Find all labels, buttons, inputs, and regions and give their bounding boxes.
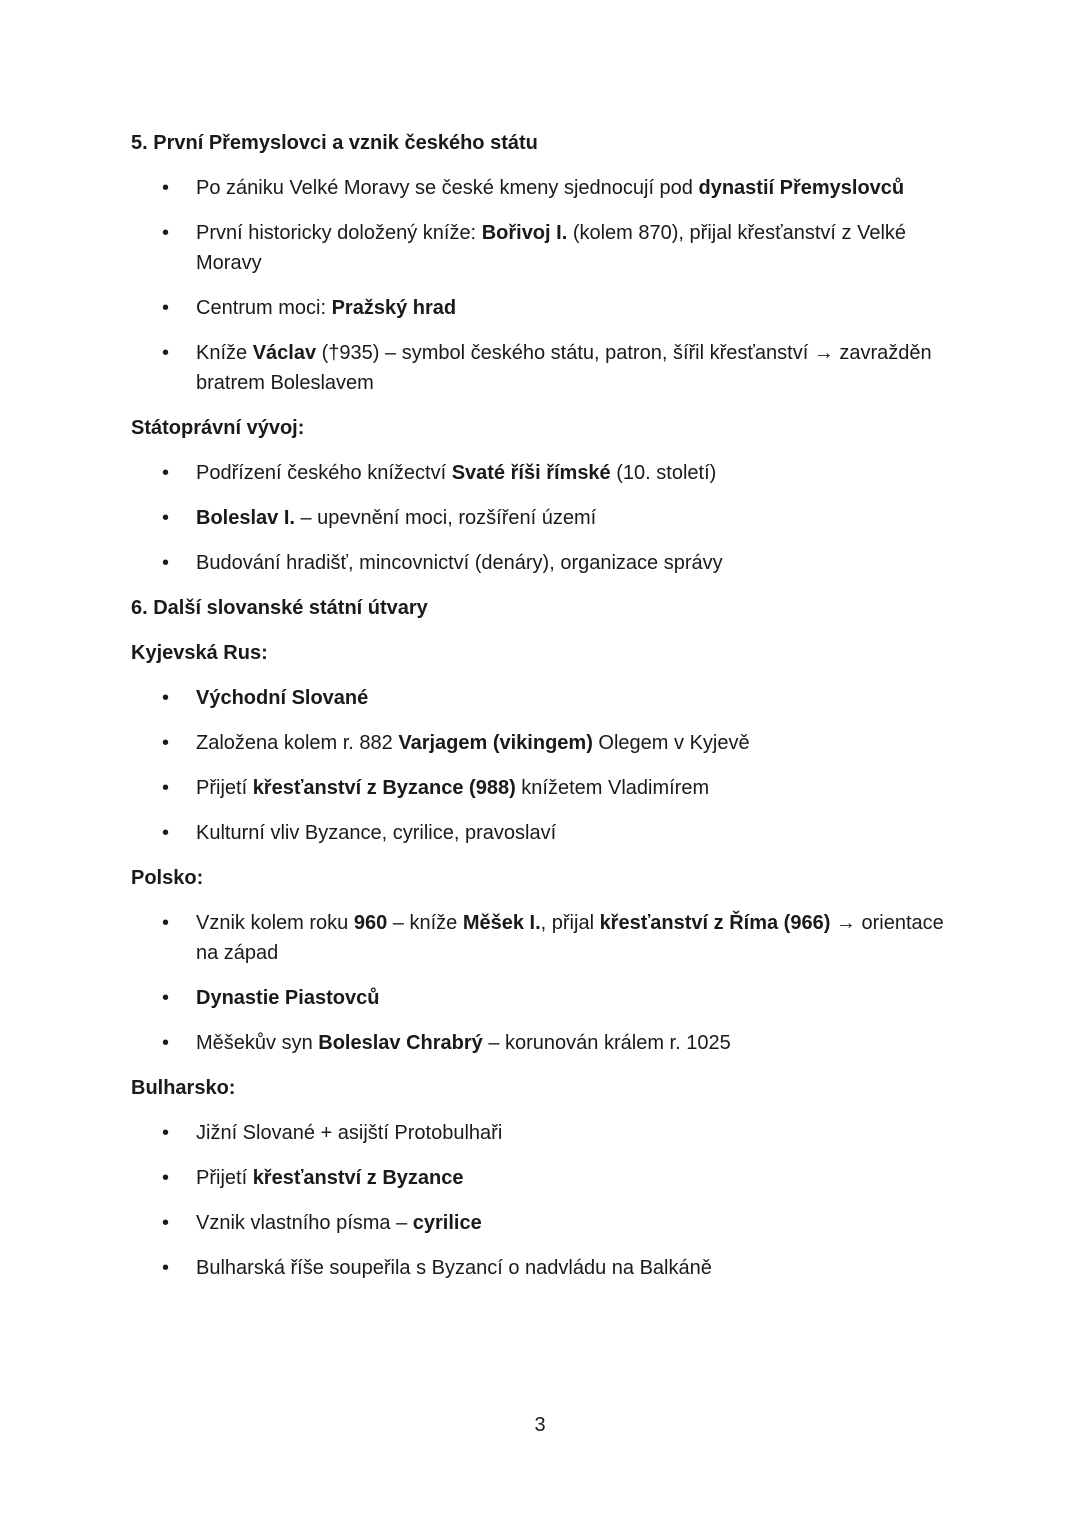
list-item (131, 1253, 971, 1283)
section-heading: Státoprávní vývoj: (131, 417, 305, 439)
text-segment: Vznik vlastního písma – (196, 1212, 413, 1234)
text-segment: Po zániku Velké Moravy se české kmeny sjednocují pod (196, 177, 699, 199)
bullet-list (131, 683, 971, 848)
bullet-list (131, 1118, 971, 1283)
text-segment: – kníže (387, 912, 463, 934)
bold-text: 960 (353, 912, 388, 934)
text-segment: Budování hradišť, mincovnictví (denáry), organizace správy (196, 552, 723, 574)
section-heading: Polsko: (131, 867, 204, 889)
bullet-list (131, 908, 971, 1058)
section-heading: Bulharsko: (131, 1077, 236, 1099)
text-segment: Jižní Slované + asijští Protobulhaři (196, 1122, 503, 1144)
section-heading: 5. První Přemyslovci a vznik českého státu (131, 132, 538, 154)
bold-text: dynastií Přemyslovců (698, 177, 905, 199)
bullet-list (131, 173, 971, 398)
list-item (131, 1163, 971, 1193)
list-item (131, 818, 971, 848)
list-item (131, 1208, 971, 1238)
section-heading: Kyjevská Rus: (131, 642, 268, 664)
bold-text: Boleslav I. (196, 507, 295, 529)
bold-text: cyrilice (412, 1212, 482, 1234)
text-segment: Centrum moci: (196, 297, 332, 319)
text-segment: (kolem 870), přijal křesťanství z Velké Moravy (196, 222, 907, 274)
bold-text: Východní Slované (196, 687, 369, 709)
text-segment: Kulturní vliv Byzance, cyrilice, pravoslaví (196, 822, 557, 844)
bold-text: křesťanství z Byzance (252, 1167, 464, 1189)
bold-text: Svaté říši římské (451, 462, 611, 484)
text-segment: → orientace na západ (196, 912, 944, 964)
bullet-list (131, 458, 971, 578)
bold-text: Boleslav Chrabrý (318, 1032, 483, 1054)
list-item (131, 293, 971, 323)
text-segment: (10. století) (610, 462, 717, 484)
list-item (131, 458, 971, 488)
list-item (131, 908, 971, 968)
bold-text: Varjagem (vikingem) (398, 732, 593, 754)
list-item (131, 1028, 971, 1058)
list-item (131, 503, 971, 533)
text-segment: , přijal (540, 912, 600, 934)
bold-text: Měšek I. (462, 912, 541, 934)
bold-text: Dynastie Piastovců (196, 987, 380, 1009)
text-segment: Bulharská říše soupeřila s Byzancí o nadvládu na Balkáně (196, 1257, 712, 1279)
text-segment: Založena kolem r. 882 (196, 732, 399, 754)
text-segment: – upevnění moci, rozšíření území (294, 507, 597, 529)
list-item (131, 1118, 971, 1148)
text-segment: Přijetí (196, 1167, 253, 1189)
text-segment: Kníže (196, 342, 253, 364)
list-item (131, 173, 971, 203)
text-segment: Přijetí (196, 777, 253, 799)
text-segment: – korunován králem r. 1025 (482, 1032, 731, 1054)
list-item (131, 548, 971, 578)
bold-text: Pražský hrad (331, 297, 457, 319)
text-segment: (†935) – symbol českého státu, patron, šířil křesťanství → zavražděn bratrem Boleslavem (196, 342, 932, 394)
list-item (131, 773, 971, 803)
list-item (131, 983, 971, 1013)
text-segment: Měšekův syn (196, 1032, 319, 1054)
text-segment: Vznik kolem roku (196, 912, 354, 934)
text-segment: Olegem v Kyjevě (592, 732, 750, 754)
list-item (131, 728, 971, 758)
list-item (131, 218, 971, 278)
bold-text: křesťanství z Byzance (988) (252, 777, 516, 799)
page-number: 3 (534, 1414, 546, 1436)
document-page (131, 128, 971, 1298)
list-item (131, 338, 971, 398)
list-item (131, 683, 971, 713)
text-segment: První historicky doložený kníže: (196, 222, 482, 244)
bold-text: Václav (252, 342, 317, 364)
bold-text: Bořivoj I. (481, 222, 568, 244)
text-segment: knížetem Vladimírem (515, 777, 710, 799)
text-segment: Podřízení českého knížectví (196, 462, 452, 484)
bold-text: křesťanství z Říma (966) (599, 912, 831, 934)
section-heading: 6. Další slovanské státní útvary (131, 597, 428, 619)
